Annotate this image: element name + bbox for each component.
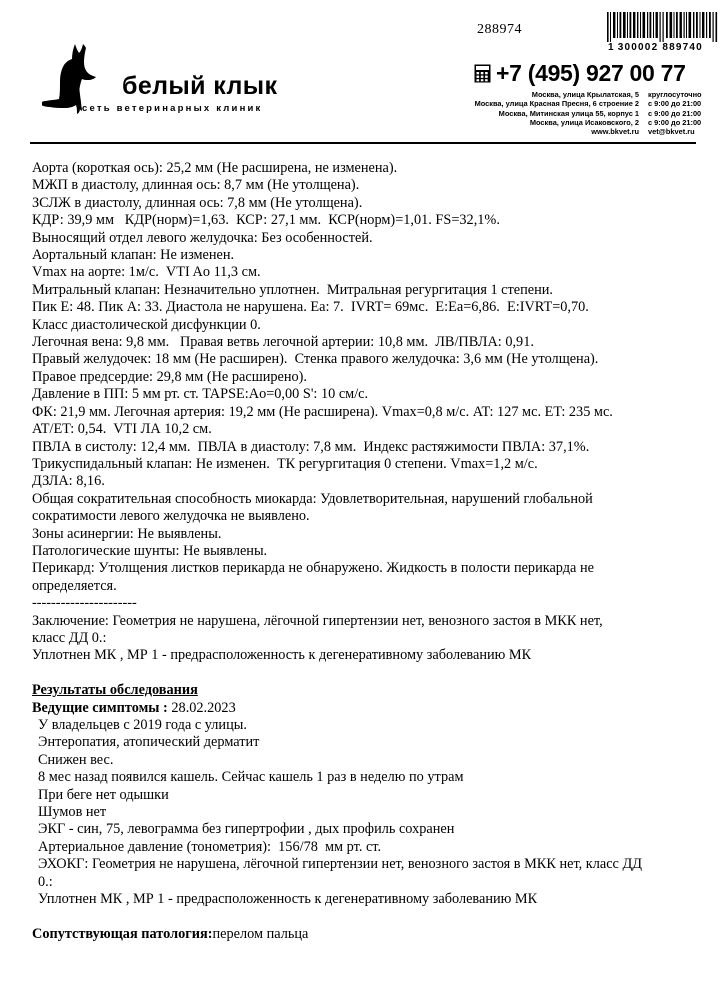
report-line-shunts: Патологические шунты: Не выявлены.	[32, 542, 268, 559]
clinic-tagline: сеть ветеринарных клиник	[82, 103, 263, 114]
report-line-pulm-vein: Легочная вена: 9,8 мм. Правая ветвь легочной артерии: 10,8 мм. ЛВ/ПВЛА: 0,91.	[32, 334, 534, 351]
comorbidity-value: перелом пальца	[212, 925, 309, 942]
phone-number: +7 (495) 927 00 77	[496, 60, 686, 86]
report-line-asynergy: Зоны асинергии: Не выявлены.	[32, 525, 222, 542]
report-line-pericardium-2: определяется.	[32, 577, 117, 594]
report-line-ra-pressure: Давление в ПП: 5 мм рт. ст. TAPSE:Ao=0,00 S': 10 см/с.	[32, 386, 369, 403]
comorbidity-label: Сопутствующая патология:	[32, 925, 213, 942]
spacer	[32, 908, 704, 925]
leading-symptoms-date: 28.02.2023	[171, 699, 236, 716]
report-line-peak-e-a: Пик Е: 48. Пик А: 33. Диастола не нарушена. Ea: 7. IVRT= 69мс. E:Ea=6,86. E:IVRT=0,70.	[32, 299, 589, 316]
exam-results-heading: Результаты обследования	[32, 682, 198, 699]
address-row	[466, 127, 718, 136]
report-line-lvot: Выносящий отдел левого желудочка: Без особенностей.	[32, 229, 373, 246]
report-line-dzla: ДЗЛА: 8,16.	[32, 473, 105, 490]
report-line-dd-class: Класс диастолической дисфункции 0.	[32, 316, 261, 333]
exam-item: При беге нет одышки	[38, 786, 169, 803]
address-hours: с 9:00 до 21:00	[648, 108, 702, 118]
report-line-kdr-ksr: КДР: 39,9 мм КДР(норм)=1,63. КСР: 27,1 мм. КСР(норм)=1,01. FS=32,1%.	[32, 212, 500, 229]
address-hours: с 9:00 до 21:00	[648, 117, 702, 127]
report-line-rv: Правый желудочек: 18 мм (Не расширен). Стенка правого желудочка: 3,6 мм (Не утолщена).	[32, 351, 599, 368]
report-line-ra: Правое предсердие: 29,8 мм (Не расширено).	[32, 368, 307, 385]
exam-item: ЭХОКГ: Геометрия не нарушена, лёгочной гипертензии нет, венозного застоя в МКК нет, класс ДД	[38, 856, 642, 873]
report-line-aorta: Аорта (короткая ось): 25,2 мм (Не расширена, не изменена).	[32, 160, 398, 176]
document-number: 288974	[477, 22, 522, 37]
document-header	[0, 0, 726, 146]
leading-symptoms-label: Ведущие симптомы :	[32, 699, 168, 716]
barcode-digits	[606, 42, 718, 53]
clinic-phone	[474, 62, 686, 85]
comorbidity-row	[32, 926, 704, 943]
report-section-divider: ----------------------	[32, 595, 137, 612]
report-line-conclusion: Заключение: Геометрия не нарушена, лёгочной гипертензии нет, венозного застоя в МКК нет,	[32, 612, 603, 629]
exam-item: Энтеропатия, атопический дерматит	[38, 734, 260, 751]
report-line-pericardium: Перикард: Утолщения листков перикарда не обнаружено. Жидкость в полости перикарда не	[32, 560, 594, 577]
report-line-mitral-valve: Митральный клапан: Незначительно уплотнен. Митральная регургитация 1 степени.	[32, 281, 553, 298]
report-line-fk-pa: ФК: 21,9 мм. Легочная артерия: 19,2 мм (Не расширена). Vmax=0,8 м/с. AT: 127 мс. ET: 235 мс.	[32, 403, 613, 420]
exam-item: 0.:	[38, 873, 53, 890]
address-text: Москва, улица Красная Пресня, 6 строение 2	[474, 99, 639, 109]
report-line-tricuspid: Трикуспидальный клапан: Не изменен. ТК регургитация 0 степени. Vmax=1,2 м/с.	[32, 455, 538, 472]
exam-item: Снижен вес.	[38, 751, 114, 768]
address-text: Москва, улица Исаковского, 2	[529, 117, 639, 127]
address-row	[466, 118, 718, 127]
exam-item: ЭКГ - син, 75, левограмма без гипертрофии , дых профиль сохранен	[38, 821, 455, 838]
report-line-at-et: AT/ET: 0,54. VTI ЛА 10,2 см.	[32, 421, 212, 438]
barcode	[606, 12, 718, 53]
address-hours: с 9:00 до 21:00	[648, 99, 702, 109]
report-line-vmax-aorta: Vmax на аорте: 1м/с. VTI Ao 11,3 см.	[32, 264, 261, 281]
barcode-right-group: 889740	[662, 42, 703, 53]
header-divider	[30, 142, 696, 144]
report-line-zslzh: ЗСЛЖ в диастолу, длинная ось: 7,8 мм (Не утолщена).	[32, 194, 363, 211]
report-body	[32, 160, 704, 943]
address-text: Москва, Митинская улица 55, корпус 1	[498, 108, 639, 118]
report-line-aortic-valve: Аортальный клапан: Не изменен.	[32, 247, 235, 264]
website-link[interactable]: www.bkvet.ru	[591, 127, 639, 137]
report-line-mzhp: МЖП в диастолу, длинная ось: 8,7 мм (Не утолщена).	[32, 177, 360, 194]
report-line-conclusion-2: класс ДД 0.:	[32, 629, 107, 646]
exam-item: Шумов нет	[38, 804, 107, 821]
report-line-contractility: Общая сократительная способность миокарда: Удовлетворительная, нарушений глобальной	[32, 490, 593, 507]
barcode-left-group: 300002	[617, 42, 659, 53]
email-link[interactable]: vet@bkvet.ru	[648, 127, 695, 137]
spacer	[32, 665, 704, 682]
address-text: Москва, улица Крылатская, 5	[531, 90, 639, 99]
clinic-name: белый клык	[122, 72, 278, 100]
exam-item: Уплотнен МК , МР 1 - предрасположенность к дегенеративному заболеванию МК	[38, 891, 538, 908]
address-row	[466, 99, 718, 108]
leading-symptoms-row	[32, 700, 704, 717]
exam-item: У владельцев с 2019 года с улицы.	[38, 716, 247, 733]
address-row	[466, 90, 718, 99]
barcode-lead-digit: 1	[608, 42, 615, 53]
report-line-pvla: ПВЛА в систолу: 12,4 мм. ПВЛА в диастолу: 7,8 мм. Индекс растяжимости ПВЛА: 37,1%.	[32, 438, 590, 455]
clinic-addresses	[466, 90, 718, 136]
barcode-icon	[606, 12, 718, 42]
exam-item: 8 мес назад появился кашель. Сейчас кашель 1 раз в неделю по утрам	[38, 769, 464, 786]
address-hours: круглосуточно	[648, 90, 702, 99]
report-line-conclusion-3: Уплотнен МК , МР 1 - предрасположенность к дегенеративному заболеванию МК	[32, 647, 532, 664]
report-line-contractility-2: сократимости левого желудочка не выявлено.	[32, 508, 310, 525]
exam-item: Артериальное давление (тонометрия): 156/78 мм рт. ст.	[38, 838, 382, 855]
address-row	[466, 109, 718, 118]
phone-icon	[474, 64, 491, 83]
